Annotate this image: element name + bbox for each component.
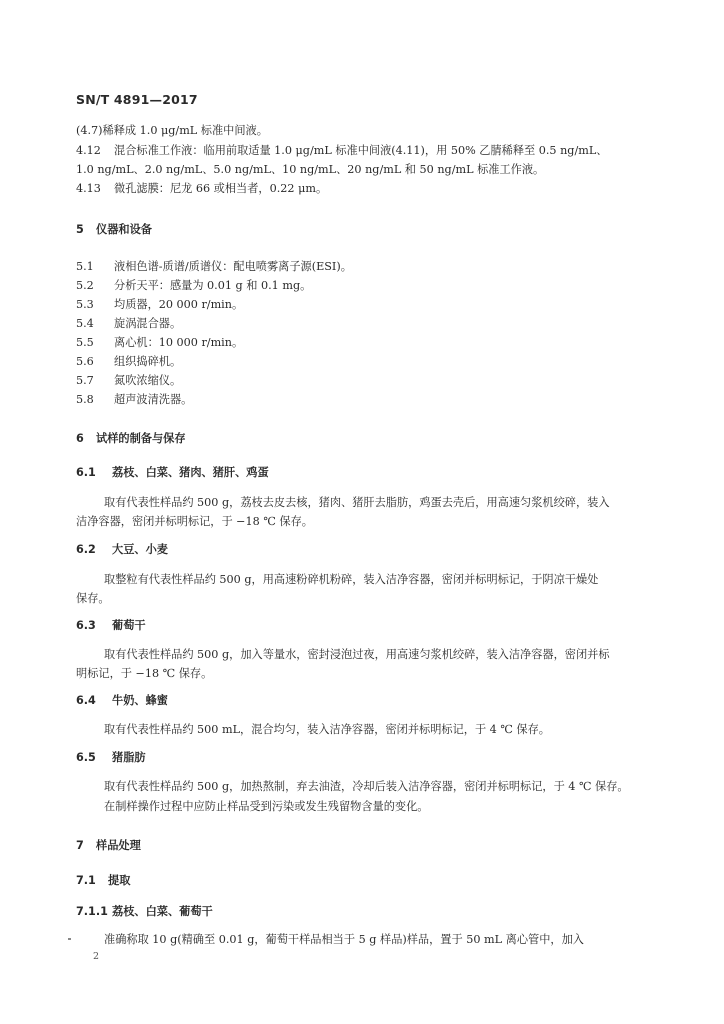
page-number: 2 bbox=[93, 951, 100, 962]
subsection-number: 7.1 bbox=[76, 874, 96, 887]
list-item bbox=[76, 259, 352, 274]
clause-text: 混合标准工作液：临用前取适量 1.0 μg/mL 标准中间液(4.11)，用 50% 乙腈稀释至 0.5 ng/mL、 bbox=[114, 144, 608, 157]
clause-text: 分析天平：感量为 0.01 g 和 0.1 mg。 bbox=[114, 279, 312, 292]
paragraph-line: 取有代表性样品约 500 mL，混合均匀，装入洁净容器，密闭并标明标记，于 4 ℃ 保存。 bbox=[104, 723, 550, 736]
subsection-number: 6.5 bbox=[76, 751, 96, 764]
section-number: 6 bbox=[76, 432, 84, 445]
clause-number: 5.6 bbox=[76, 355, 94, 368]
subsection-heading-7-1-1 bbox=[76, 904, 213, 919]
paragraph-line: 明标记，于 −18 ℃ 保存。 bbox=[76, 667, 213, 680]
clause-4-12 bbox=[76, 143, 607, 158]
clause-text: 液相色谱-质谱/质谱仪：配电喷雾离子源(ESI)。 bbox=[114, 260, 352, 273]
clause-4-13 bbox=[76, 181, 327, 196]
clause-text: 超声波清洗器。 bbox=[114, 393, 193, 406]
list-item bbox=[76, 354, 181, 369]
subsection-title: 葡萄干 bbox=[112, 619, 146, 632]
subsection-heading-6-5 bbox=[76, 750, 146, 765]
paragraph-line: 取有代表性样品约 500 g，加入等量水，密封浸泡过夜，用高速匀浆机绞碎，装入洁净容器，密闭并标 bbox=[104, 648, 610, 661]
paragraph-line: 取有代表性样品约 500 g，荔枝去皮去核，猪肉、猪肝去脂肪，鸡蛋去壳后，用高速匀浆机绞碎，装入 bbox=[104, 496, 610, 509]
subsection-heading-6-1 bbox=[76, 465, 269, 480]
clause-text: 氮吹浓缩仪。 bbox=[114, 374, 182, 387]
clause-number: 5.7 bbox=[76, 374, 94, 387]
clause-text: 旋涡混合器。 bbox=[114, 317, 182, 330]
clause-number: 5.3 bbox=[76, 298, 94, 311]
clause-text: 离心机：10 000 r/min。 bbox=[114, 336, 244, 349]
clause-text: 组织捣碎机。 bbox=[114, 355, 182, 368]
clause-number: 4.12 bbox=[76, 144, 101, 157]
clause-text: 微孔滤膜：尼龙 66 或相当者，0.22 μm。 bbox=[114, 182, 328, 195]
list-item bbox=[76, 335, 243, 350]
clause-number: 5.1 bbox=[76, 260, 94, 273]
subsection-heading-6-3 bbox=[76, 618, 146, 633]
list-item bbox=[76, 373, 181, 388]
paragraph-line: 取有代表性样品约 500 g，加热熬制，弃去油渣，冷却后装入洁净容器，密闭并标明标记，于 4 ℃ 保存。 bbox=[104, 780, 629, 793]
section-title: 仪器和设备 bbox=[96, 223, 152, 236]
list-item bbox=[76, 297, 243, 312]
section-number: 5 bbox=[76, 223, 84, 236]
scan-mark bbox=[68, 938, 71, 940]
paragraph-line: 准确称取 10 g(精确至 0.01 g，葡萄干样品相当于 5 g 样品)样品，置于 50 mL 离心管中，加入 bbox=[104, 933, 584, 946]
paragraph-line: 保存。 bbox=[76, 592, 110, 605]
subsection-number: 6.1 bbox=[76, 466, 96, 479]
list-item bbox=[76, 316, 181, 331]
list-item bbox=[76, 392, 192, 407]
standard-number: SN/T 4891—2017 bbox=[76, 92, 198, 107]
subsection-number: 6.4 bbox=[76, 694, 96, 707]
clause-number: 5.8 bbox=[76, 393, 94, 406]
subsection-heading-7-1 bbox=[76, 873, 130, 888]
paragraph-line: 在制样操作过程中应防止样品受到污染或发生残留物含量的变化。 bbox=[104, 800, 429, 813]
subsection-heading-6-2 bbox=[76, 542, 168, 557]
list-item bbox=[76, 278, 311, 293]
subsection-title: 猪脂肪 bbox=[112, 751, 146, 764]
paragraph-line: 1.0 ng/mL、2.0 ng/mL、5.0 ng/mL、10 ng/mL、20 ng/mL 和 50 ng/mL 标准工作液。 bbox=[76, 163, 545, 176]
subsection-title: 牛奶、蜂蜜 bbox=[112, 694, 168, 707]
subsection-heading-6-4 bbox=[76, 693, 168, 708]
subsection-title: 荔枝、白菜、猪肉、猪肝、鸡蛋 bbox=[112, 466, 269, 479]
clause-number: 4.13 bbox=[76, 182, 101, 195]
clause-text: 均质器，20 000 r/min。 bbox=[114, 298, 244, 311]
section-heading-6 bbox=[76, 431, 186, 446]
subsection-number: 6.3 bbox=[76, 619, 96, 632]
paragraph-line: 洁净容器，密闭并标明标记，于 −18 ℃ 保存。 bbox=[76, 515, 313, 528]
section-heading-5 bbox=[76, 222, 152, 237]
section-heading-7 bbox=[76, 838, 141, 853]
clause-number: 5.2 bbox=[76, 279, 94, 292]
subsection-number: 6.2 bbox=[76, 543, 96, 556]
section-number: 7 bbox=[76, 839, 84, 852]
clause-number: 5.4 bbox=[76, 317, 94, 330]
subsection-title: 大豆、小麦 bbox=[112, 543, 168, 556]
subsection-number: 7.1.1 bbox=[76, 905, 108, 918]
section-title: 试样的制备与保存 bbox=[96, 432, 186, 445]
paragraph-line: 取整粒有代表性样品约 500 g，用高速粉碎机粉碎，装入洁净容器，密闭并标明标记，于阴凉干燥处 bbox=[104, 573, 599, 586]
subsection-title: 提取 bbox=[108, 874, 131, 887]
subsection-title: 荔枝、白菜、葡萄干 bbox=[112, 905, 213, 918]
section-title: 样品处理 bbox=[96, 839, 141, 852]
clause-number: 5.5 bbox=[76, 336, 94, 349]
paragraph-line: (4.7)稀释成 1.0 μg/mL 标准中间液。 bbox=[76, 124, 268, 137]
